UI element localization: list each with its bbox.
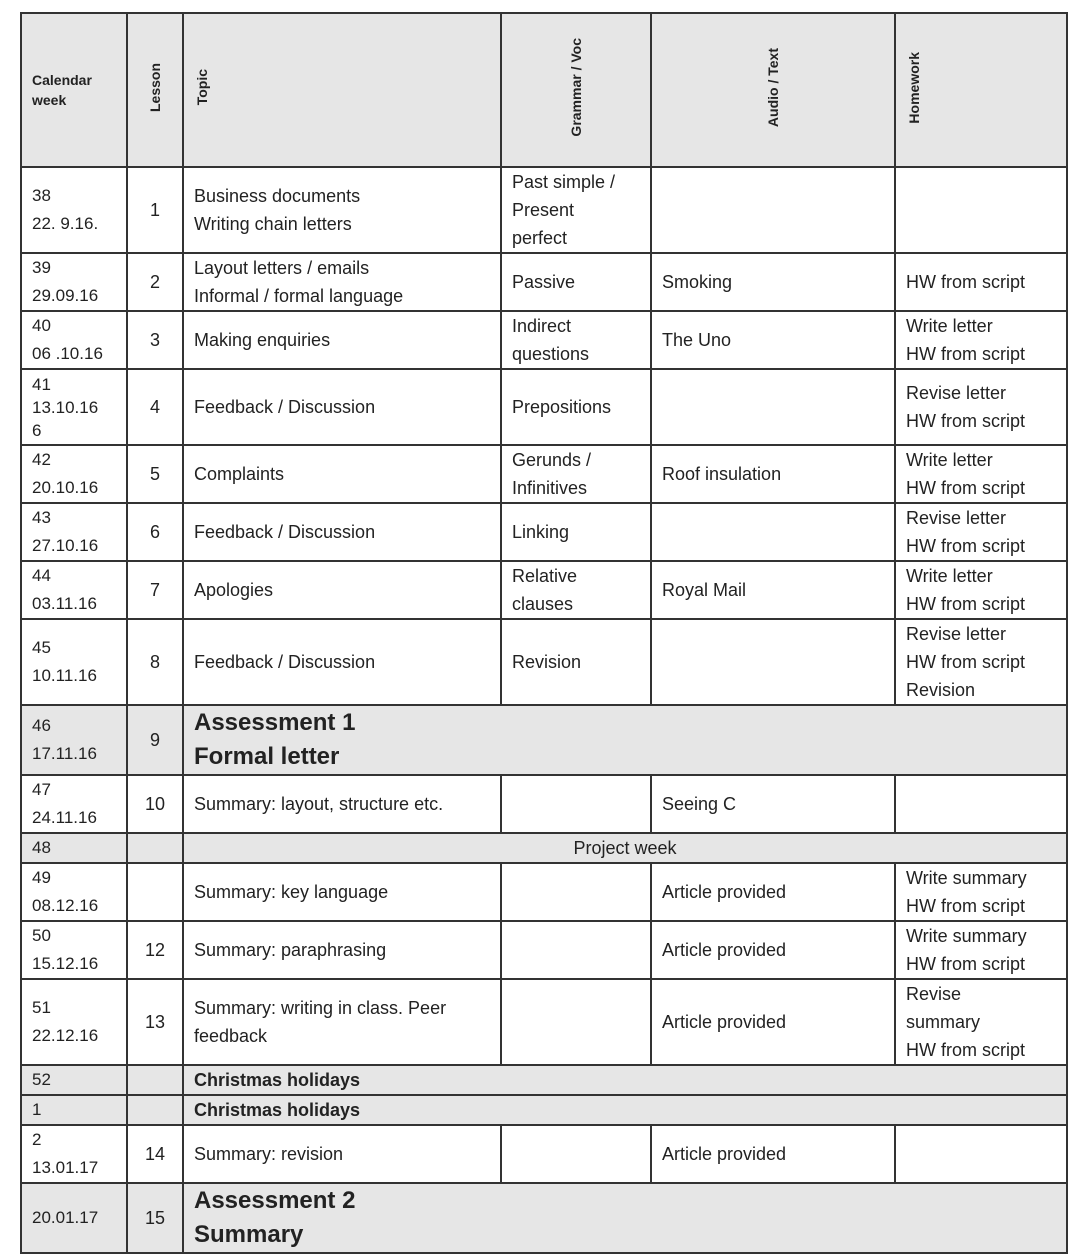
grammar-line: Passive — [512, 272, 576, 292]
cell-lesson: 1 — [127, 167, 183, 253]
header-lesson — [127, 13, 183, 167]
cal-week: 45 — [32, 638, 51, 657]
cell-lesson: 10 — [127, 775, 183, 833]
cell-calendar — [21, 921, 127, 979]
cell-homework — [895, 1125, 1067, 1183]
cell-homework — [895, 503, 1067, 561]
cell-homework — [895, 775, 1067, 833]
cell-calendar — [21, 775, 127, 833]
homework-line: HW from script — [906, 536, 1025, 556]
schedule-table — [20, 12, 1068, 1254]
project-week-row — [21, 833, 1067, 863]
cal-week: 42 — [32, 450, 51, 469]
assessment-subheading: Summary — [194, 1221, 304, 1248]
cell-topic — [183, 863, 501, 921]
cell-audio — [651, 253, 895, 311]
homework-line: HW from script — [906, 478, 1025, 498]
topic-line: feedback — [194, 1026, 268, 1046]
cal-date: 13.01.17 — [32, 1158, 99, 1177]
cell-calendar — [21, 253, 127, 311]
cell-audio — [651, 311, 895, 369]
cell-grammar — [501, 775, 651, 833]
homework-line: Write letter — [906, 450, 993, 470]
header-homework — [895, 13, 1067, 167]
topic-line: Summary: writing in class. Peer — [194, 998, 447, 1018]
cell-calendar — [21, 311, 127, 369]
cal-date: 03.11.16 — [32, 594, 97, 613]
cal-date: 29.09.16 — [32, 286, 99, 305]
homework-line: HW from script — [906, 896, 1025, 916]
audio-line: Article provided — [662, 1012, 787, 1032]
cal-date: 06 .10.16 — [32, 344, 103, 363]
table-row — [21, 619, 1067, 705]
cell-lesson: 14 — [127, 1125, 183, 1183]
cal-date: 27.10.16 — [32, 536, 99, 555]
cell-calendar — [21, 503, 127, 561]
cell-homework — [895, 863, 1067, 921]
assessment-row — [21, 1183, 1067, 1253]
cell-grammar — [501, 503, 651, 561]
homework-line: summary — [906, 1012, 981, 1032]
cell-homework — [895, 561, 1067, 619]
homework-line: HW from script — [906, 1040, 1025, 1060]
cell-lesson: 13 — [127, 979, 183, 1065]
topic-line: Informal / formal language — [194, 286, 404, 306]
assessment-title — [183, 705, 1067, 775]
table-row — [21, 311, 1067, 369]
cell-topic — [183, 775, 501, 833]
table-row — [21, 167, 1067, 253]
cell-lesson: 9 — [127, 705, 183, 775]
homework-line: Write letter — [906, 316, 993, 336]
grammar-line: Past simple / — [512, 172, 616, 192]
assessment-heading: Assessment 2 — [194, 1187, 356, 1214]
cell-lesson: 6 — [127, 503, 183, 561]
cell-audio — [651, 775, 895, 833]
assessment-subheading: Formal letter — [194, 743, 340, 770]
topic-line: Summary: paraphrasing — [194, 940, 387, 960]
audio-line: Seeing C — [662, 794, 737, 814]
cell-topic — [183, 445, 501, 503]
cell-homework — [895, 445, 1067, 503]
cell-grammar — [501, 311, 651, 369]
cell-lesson: 3 — [127, 311, 183, 369]
cell-calendar — [21, 1125, 127, 1183]
table-row — [21, 979, 1067, 1065]
cell-lesson: 2 — [127, 253, 183, 311]
audio-line: The Uno — [662, 330, 732, 350]
audio-line: Smoking — [662, 272, 733, 292]
header-audio — [651, 13, 895, 167]
cal-date: 13.10.16 — [32, 397, 99, 417]
cal-date: 10.11.16 — [32, 666, 97, 685]
cell-topic — [183, 921, 501, 979]
table-row — [21, 1125, 1067, 1183]
topic-line: Feedback / Discussion — [194, 652, 376, 672]
cell-grammar — [501, 253, 651, 311]
cell-topic — [183, 311, 501, 369]
cell-calendar: 52 — [21, 1065, 127, 1095]
cal-date: 15.12.16 — [32, 954, 99, 973]
cell-homework — [895, 921, 1067, 979]
homework-line: HW from script — [906, 272, 1025, 292]
grammar-line: Linking — [512, 522, 570, 542]
cell-grammar — [501, 1125, 651, 1183]
header-homework-label: Homework — [906, 51, 922, 124]
header-topic-label: Topic — [194, 69, 210, 106]
homework-line: HW from script — [906, 344, 1025, 364]
cell-audio — [651, 503, 895, 561]
homework-line: Revise — [906, 984, 962, 1004]
table-row — [21, 445, 1067, 503]
table-row — [21, 561, 1067, 619]
homework-line: HW from script — [906, 652, 1025, 672]
cal-date: 08.12.16 — [32, 896, 99, 915]
grammar-line: perfect — [512, 228, 568, 248]
topic-line: Making enquiries — [194, 330, 331, 350]
table-row — [21, 775, 1067, 833]
table-row — [21, 369, 1067, 445]
cell-audio — [651, 863, 895, 921]
cell-lesson — [127, 1065, 183, 1095]
cell-grammar — [501, 619, 651, 705]
table-row — [21, 253, 1067, 311]
cal-week: 50 — [32, 926, 51, 945]
cell-homework — [895, 167, 1067, 253]
cell-calendar — [21, 445, 127, 503]
cal-date: 22.12.16 — [32, 1026, 99, 1045]
cell-lesson — [127, 833, 183, 863]
cell-calendar — [21, 863, 127, 921]
topic-line: Summary: layout, structure etc. — [194, 794, 444, 814]
cell-grammar — [501, 979, 651, 1065]
cell-audio — [651, 979, 895, 1065]
cell-grammar — [501, 445, 651, 503]
homework-line: Write summary — [906, 868, 1027, 888]
cell-audio — [651, 445, 895, 503]
cell-calendar — [21, 705, 127, 775]
table-row — [21, 503, 1067, 561]
cell-audio — [651, 369, 895, 445]
topic-line: Layout letters / emails — [194, 258, 370, 278]
cell-grammar — [501, 561, 651, 619]
cell-homework — [895, 253, 1067, 311]
table-row — [21, 921, 1067, 979]
grammar-line: Indirect — [512, 316, 572, 336]
cal-date: 17.11.16 — [32, 744, 97, 763]
cell-grammar — [501, 167, 651, 253]
grammar-line: Prepositions — [512, 397, 612, 417]
cell-homework — [895, 369, 1067, 445]
assessment-title — [183, 1183, 1067, 1253]
cal-week: 44 — [32, 566, 51, 585]
topic-line: Business documents — [194, 186, 361, 206]
homework-line: Revision — [906, 680, 976, 700]
cell-homework — [895, 311, 1067, 369]
homework-line: Write letter — [906, 566, 993, 586]
cell-calendar — [21, 619, 127, 705]
cell-lesson: 8 — [127, 619, 183, 705]
assessment-row — [21, 705, 1067, 775]
cell-lesson: 12 — [127, 921, 183, 979]
topic-line: Summary: key language — [194, 882, 389, 902]
cell-lesson: 15 — [127, 1183, 183, 1253]
cell-grammar — [501, 863, 651, 921]
cal-week: 47 — [32, 780, 51, 799]
project-week-label: Project week — [183, 833, 1067, 863]
cell-lesson — [127, 1095, 183, 1125]
grammar-line: Gerunds / — [512, 450, 592, 470]
cell-topic — [183, 369, 501, 445]
grammar-line: questions — [512, 344, 590, 364]
cal-week: 43 — [32, 508, 51, 527]
header-calendar-week: Calendar week — [21, 13, 127, 167]
cell-audio — [651, 561, 895, 619]
assessment-heading: Assessment 1 — [194, 709, 356, 736]
topic-line: Feedback / Discussion — [194, 522, 376, 542]
topic-line: Complaints — [194, 464, 285, 484]
cell-calendar — [21, 369, 127, 445]
cell-calendar — [21, 561, 127, 619]
cell-calendar — [21, 1183, 127, 1253]
holiday-row — [21, 1095, 1067, 1125]
cell-lesson: 7 — [127, 561, 183, 619]
cal-week: 51 — [32, 998, 51, 1017]
cell-calendar: 48 — [21, 833, 127, 863]
audio-line: Article provided — [662, 940, 787, 960]
header-row — [21, 13, 1067, 167]
cell-homework — [895, 619, 1067, 705]
cal-week: 40 — [32, 316, 51, 335]
cell-topic — [183, 619, 501, 705]
grammar-line: Revision — [512, 652, 582, 672]
topic-line: Writing chain letters — [194, 214, 352, 234]
homework-line: HW from script — [906, 411, 1025, 431]
cell-lesson: 4 — [127, 369, 183, 445]
grammar-line: Present — [512, 200, 575, 220]
cal-week: 39 — [32, 258, 51, 277]
header-topic — [183, 13, 501, 167]
table-row — [21, 863, 1067, 921]
grammar-line: Relative — [512, 566, 578, 586]
homework-line: Revise letter — [906, 508, 1007, 528]
homework-line: Revise letter — [906, 624, 1007, 644]
grammar-line: Infinitives — [512, 478, 588, 498]
cal-week: 38 — [32, 186, 51, 205]
cell-grammar — [501, 921, 651, 979]
cell-homework — [895, 979, 1067, 1065]
cal-date: 20.10.16 — [32, 478, 99, 497]
cell-lesson: 5 — [127, 445, 183, 503]
cell-topic — [183, 561, 501, 619]
header-grammar — [501, 13, 651, 167]
cal-date: 22. 9.16. — [32, 214, 99, 233]
topic-line: Summary: revision — [194, 1144, 344, 1164]
topic-line: Apologies — [194, 580, 274, 600]
holiday-label: Christmas holidays — [183, 1065, 1067, 1095]
cell-topic — [183, 1125, 501, 1183]
homework-line: HW from script — [906, 954, 1025, 974]
header-grammar-label: Grammar / Voc — [568, 38, 584, 137]
topic-line: Feedback / Discussion — [194, 397, 376, 417]
cell-topic — [183, 253, 501, 311]
audio-line: Royal Mail — [662, 580, 747, 600]
cal-week: 2 — [32, 1130, 42, 1149]
audio-line: Article provided — [662, 1144, 787, 1164]
cell-audio — [651, 921, 895, 979]
homework-line: Write summary — [906, 926, 1027, 946]
homework-line: HW from script — [906, 594, 1025, 614]
cal-week: 49 — [32, 868, 51, 887]
homework-line: Revise letter — [906, 383, 1007, 403]
cal-week: 46 — [32, 716, 51, 735]
cal-extra: 6 — [32, 420, 42, 440]
cell-audio — [651, 167, 895, 253]
cell-topic — [183, 503, 501, 561]
cell-calendar — [21, 979, 127, 1065]
header-audio-label: Audio / Text — [765, 47, 781, 128]
cell-calendar — [21, 167, 127, 253]
cell-topic — [183, 979, 501, 1065]
holiday-row — [21, 1065, 1067, 1095]
audio-line: Article provided — [662, 882, 787, 902]
audio-line: Roof insulation — [662, 464, 782, 484]
cal-date: 20.01.17 — [32, 1208, 99, 1227]
cell-audio — [651, 619, 895, 705]
header-lesson-label: Lesson — [147, 62, 163, 112]
cell-lesson — [127, 863, 183, 921]
cell-audio — [651, 1125, 895, 1183]
cal-week: 41 — [32, 374, 51, 394]
cell-grammar — [501, 369, 651, 445]
grammar-line: clauses — [512, 594, 574, 614]
cell-topic — [183, 167, 501, 253]
cal-date: 24.11.16 — [32, 808, 97, 827]
holiday-label: Christmas holidays — [183, 1095, 1067, 1125]
cell-calendar: 1 — [21, 1095, 127, 1125]
